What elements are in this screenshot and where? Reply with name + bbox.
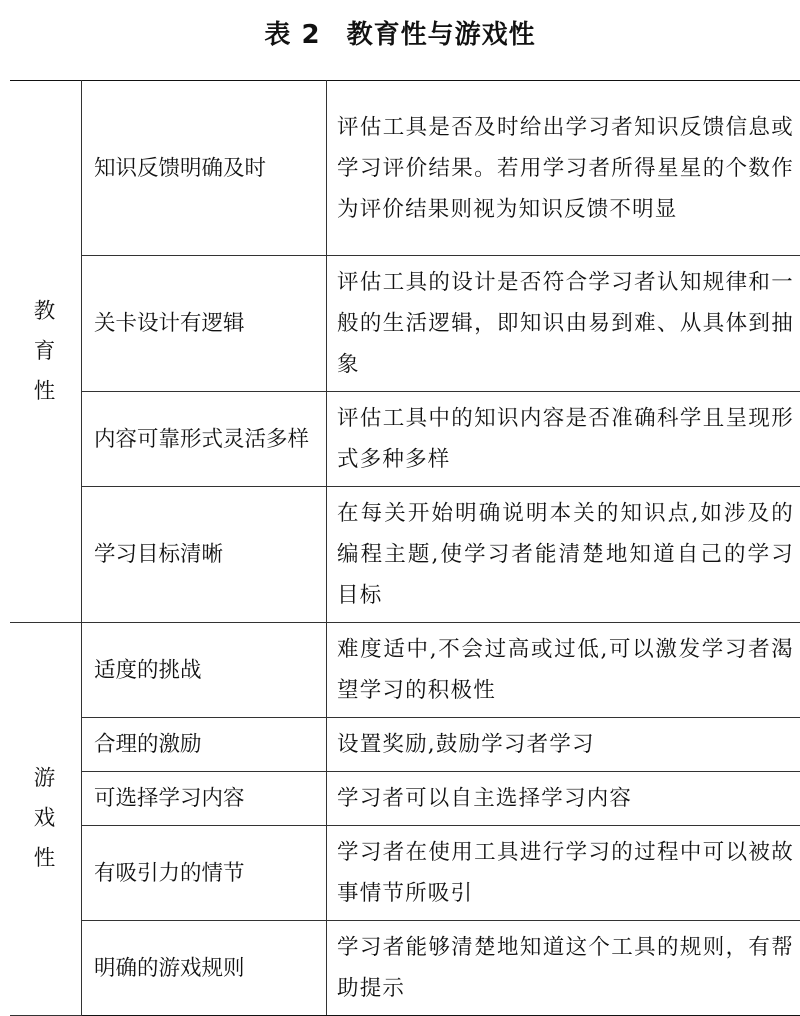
- table-row: [10, 487, 800, 623]
- table-row: [10, 623, 800, 718]
- description-cell: 学习者在使用工具进行学习的过程中可以被故事情节所吸引: [327, 826, 800, 921]
- description-cell: 评估工具中的知识内容是否准确科学且呈现形式多种多样: [327, 392, 800, 487]
- category-char: 育: [10, 332, 81, 372]
- description-cell: 评估工具是否及时给出学习者知识反馈信息或学习评价结果。若用学习者所得星星的个数作为评价结果则视为知识反馈不明显: [327, 81, 800, 256]
- criterion-cell: 关卡设计有逻辑: [82, 256, 327, 392]
- description-cell: 在每关开始明确说明本关的知识点,如涉及的编程主题,使学习者能清楚地知道自己的学习目标: [327, 487, 800, 623]
- criterion-cell: 适度的挑战: [82, 623, 327, 718]
- criterion-cell: 可选择学习内容: [82, 772, 327, 826]
- table-row: [10, 921, 800, 1016]
- table-row: [10, 81, 800, 256]
- category-cell-gameplay: [10, 623, 82, 1016]
- description-cell: 设置奖励,鼓励学习者学习: [327, 718, 800, 772]
- table-row: [10, 718, 800, 772]
- table-caption: [0, 18, 800, 52]
- description-cell: 难度适中,不会过高或过低,可以激发学习者渴望学习的积极性: [327, 623, 800, 718]
- table-row: [10, 772, 800, 826]
- description-cell: 学习者可以自主选择学习内容: [327, 772, 800, 826]
- category-char: 性: [10, 372, 81, 412]
- category-cell-educational: [10, 81, 82, 623]
- criterion-cell: 合理的激励: [82, 718, 327, 772]
- criterion-cell: 学习目标清晰: [82, 487, 327, 623]
- description-cell: 评估工具的设计是否符合学习者认知规律和一般的生活逻辑，即知识由易到难、从具体到抽象: [327, 256, 800, 392]
- criterion-cell: 内容可靠形式灵活多样: [82, 392, 327, 487]
- criterion-cell: 知识反馈明确及时: [82, 81, 327, 256]
- table-number: 表 2: [264, 20, 320, 50]
- category-char: 性: [10, 839, 81, 879]
- category-char: 游: [10, 759, 81, 799]
- criterion-cell: 明确的游戏规则: [82, 921, 327, 1016]
- table-row: [10, 392, 800, 487]
- table-row: [10, 826, 800, 921]
- description-cell: 学习者能够清楚地知道这个工具的规则，有帮助提示: [327, 921, 800, 1016]
- category-char: 教: [10, 292, 81, 332]
- table-row: [10, 256, 800, 392]
- evaluation-criteria-table: [10, 80, 800, 1016]
- criterion-cell: 有吸引力的情节: [82, 826, 327, 921]
- table-title: 教育性与游戏性: [347, 20, 536, 50]
- category-char: 戏: [10, 799, 81, 839]
